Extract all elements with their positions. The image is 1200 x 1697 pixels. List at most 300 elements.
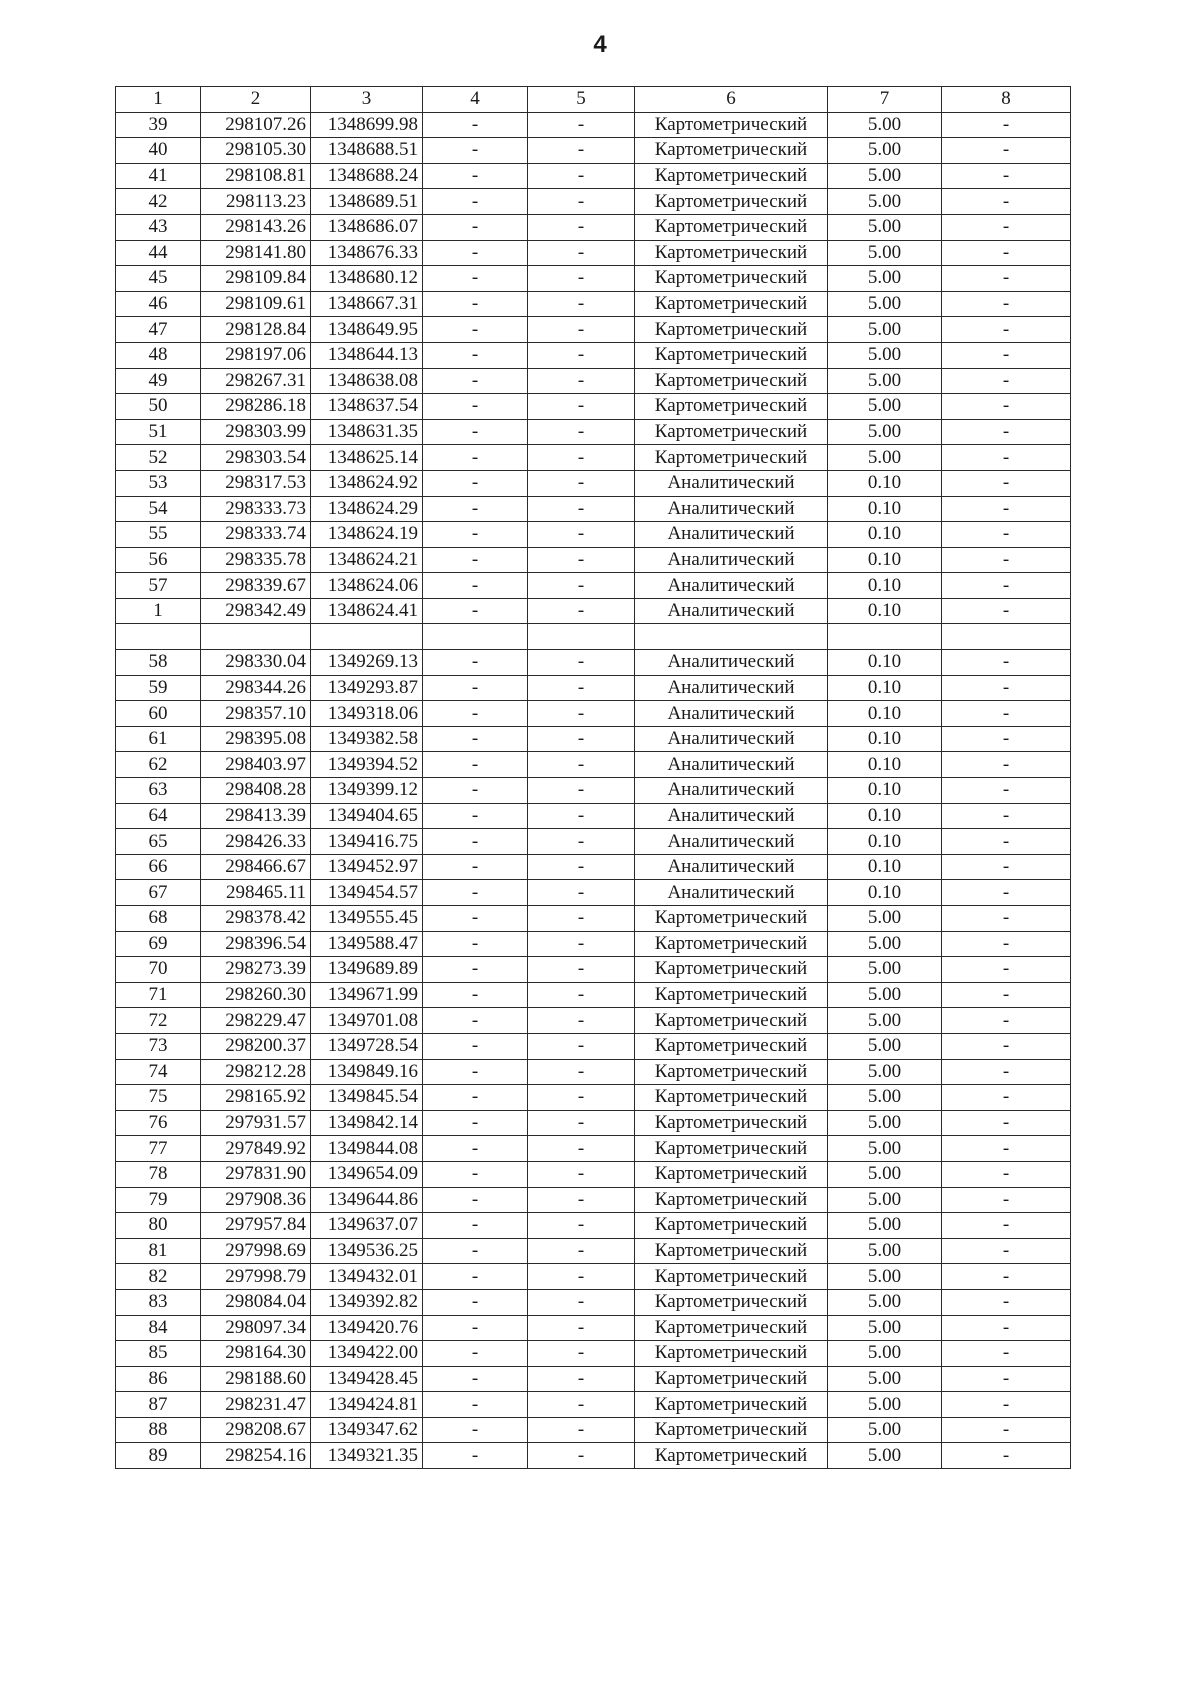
column-8-cell: -: [942, 1238, 1071, 1264]
column-5-cell: -: [528, 240, 635, 266]
accuracy-cell: 5.00: [828, 138, 942, 164]
accuracy-cell: 0.10: [828, 752, 942, 778]
accuracy-cell: 5.00: [828, 342, 942, 368]
table-row: [116, 291, 1071, 317]
accuracy-cell: 5.00: [828, 1085, 942, 1111]
y-coordinate-cell: 1349382.58: [311, 726, 423, 752]
column-4-cell: -: [423, 1417, 528, 1443]
accuracy-cell: 0.10: [828, 522, 942, 548]
y-coordinate-cell: 1349555.45: [311, 906, 423, 932]
method-cell: Картометрический: [635, 266, 828, 292]
column-4-cell: -: [423, 931, 528, 957]
accuracy-cell: 5.00: [828, 394, 942, 420]
x-coordinate-cell: 298286.18: [201, 394, 311, 420]
column-5-cell: -: [528, 701, 635, 727]
method-cell: Аналитический: [635, 547, 828, 573]
column-4-cell: -: [423, 368, 528, 394]
method-cell: Аналитический: [635, 803, 828, 829]
column-header: 4: [423, 87, 528, 113]
point-number-cell: 64: [116, 803, 201, 829]
point-number-cell: 83: [116, 1289, 201, 1315]
method-cell: Картометрический: [635, 112, 828, 138]
column-5-cell: -: [528, 419, 635, 445]
column-8-cell: -: [942, 1161, 1071, 1187]
method-cell: Картометрический: [635, 1213, 828, 1239]
accuracy-cell: 0.10: [828, 573, 942, 599]
column-4-cell: -: [423, 778, 528, 804]
column-header: 8: [942, 87, 1071, 113]
y-coordinate-cell: 1348624.21: [311, 547, 423, 573]
y-coordinate-cell: 1348689.51: [311, 189, 423, 215]
x-coordinate-cell: 298396.54: [201, 931, 311, 957]
column-header: 6: [635, 87, 828, 113]
method-cell: Картометрический: [635, 1238, 828, 1264]
table-row: [116, 394, 1071, 420]
column-8-cell: -: [942, 650, 1071, 676]
method-cell: Картометрический: [635, 1085, 828, 1111]
column-5-cell: -: [528, 496, 635, 522]
column-4-cell: -: [423, 419, 528, 445]
table-row: [116, 1238, 1071, 1264]
x-coordinate-cell: 298333.73: [201, 496, 311, 522]
y-coordinate-cell: 1349845.54: [311, 1085, 423, 1111]
column-4-cell: -: [423, 522, 528, 548]
table-row: [116, 522, 1071, 548]
point-number-cell: 54: [116, 496, 201, 522]
column-8-cell: -: [942, 675, 1071, 701]
table-row: [116, 931, 1071, 957]
x-coordinate-cell: 297831.90: [201, 1161, 311, 1187]
column-8-cell: -: [942, 573, 1071, 599]
method-cell: Картометрический: [635, 214, 828, 240]
point-number-cell: 57: [116, 573, 201, 599]
point-number-cell: 56: [116, 547, 201, 573]
method-cell: Картометрический: [635, 342, 828, 368]
table-row: [116, 112, 1071, 138]
method-cell: Картометрический: [635, 1417, 828, 1443]
column-8-cell: -: [942, 266, 1071, 292]
column-8-cell: -: [942, 1085, 1071, 1111]
column-5-cell: -: [528, 1417, 635, 1443]
point-number-cell: 73: [116, 1033, 201, 1059]
table-row: [116, 1366, 1071, 1392]
accuracy-cell: 5.00: [828, 214, 942, 240]
column-8-cell: -: [942, 1213, 1071, 1239]
column-8-cell: -: [942, 1264, 1071, 1290]
y-coordinate-cell: 1349454.57: [311, 880, 423, 906]
column-4-cell: -: [423, 854, 528, 880]
column-8-cell: -: [942, 163, 1071, 189]
y-coordinate-cell: 1348667.31: [311, 291, 423, 317]
accuracy-cell: 5.00: [828, 1289, 942, 1315]
x-coordinate-cell: 298466.67: [201, 854, 311, 880]
table-row: [116, 752, 1071, 778]
table-row: [116, 1033, 1071, 1059]
point-number-cell: 85: [116, 1341, 201, 1367]
accuracy-cell: 5.00: [828, 957, 942, 983]
column-5-cell: -: [528, 1008, 635, 1034]
column-4-cell: -: [423, 1033, 528, 1059]
x-coordinate-cell: 298197.06: [201, 342, 311, 368]
x-coordinate-cell: 298165.92: [201, 1085, 311, 1111]
column-8-cell: -: [942, 1289, 1071, 1315]
table-body: [116, 112, 1071, 1468]
accuracy-cell: 0.10: [828, 854, 942, 880]
y-coordinate-cell: 1348644.13: [311, 342, 423, 368]
column-4-cell: -: [423, 240, 528, 266]
point-number-cell: 82: [116, 1264, 201, 1290]
accuracy-cell: 0.10: [828, 650, 942, 676]
point-number-cell: 41: [116, 163, 201, 189]
x-coordinate-cell: 298339.67: [201, 573, 311, 599]
column-4-cell: -: [423, 214, 528, 240]
method-cell: Аналитический: [635, 598, 828, 624]
accuracy-cell: 5.00: [828, 1417, 942, 1443]
x-coordinate-cell: 297849.92: [201, 1136, 311, 1162]
table-row: [116, 1059, 1071, 1085]
point-number-cell: 59: [116, 675, 201, 701]
method-cell: Картометрический: [635, 394, 828, 420]
column-4-cell: -: [423, 1238, 528, 1264]
column-8-cell: -: [942, 112, 1071, 138]
column-4-cell: -: [423, 317, 528, 343]
y-coordinate-cell: 1349318.06: [311, 701, 423, 727]
column-4-cell: -: [423, 982, 528, 1008]
column-8-cell: -: [942, 957, 1071, 983]
column-4-cell: -: [423, 1341, 528, 1367]
method-cell: Картометрический: [635, 291, 828, 317]
method-cell: Картометрический: [635, 317, 828, 343]
method-cell: Картометрический: [635, 138, 828, 164]
x-coordinate-cell: 298333.74: [201, 522, 311, 548]
y-coordinate-cell: 1348637.54: [311, 394, 423, 420]
column-5-cell: -: [528, 1238, 635, 1264]
table-row: [116, 163, 1071, 189]
column-5-cell: -: [528, 214, 635, 240]
y-coordinate-cell: 1348649.95: [311, 317, 423, 343]
column-5-cell: -: [528, 1443, 635, 1469]
column-4-cell: -: [423, 1289, 528, 1315]
point-number-cell: 52: [116, 445, 201, 471]
point-number-cell: 89: [116, 1443, 201, 1469]
column-8-cell: -: [942, 1443, 1071, 1469]
column-5-cell: -: [528, 163, 635, 189]
x-coordinate-cell: 297998.79: [201, 1264, 311, 1290]
column-4-cell: -: [423, 394, 528, 420]
column-8-cell: -: [942, 1110, 1071, 1136]
x-coordinate-cell: 298229.47: [201, 1008, 311, 1034]
y-coordinate-cell: 1349728.54: [311, 1033, 423, 1059]
column-8-cell: -: [942, 1059, 1071, 1085]
accuracy-cell: 5.00: [828, 291, 942, 317]
column-4-cell: -: [423, 650, 528, 676]
column-5-cell: [528, 624, 635, 650]
column-header: 5: [528, 87, 635, 113]
point-number-cell: [116, 624, 201, 650]
point-number-cell: 47: [116, 317, 201, 343]
accuracy-cell: 5.00: [828, 445, 942, 471]
x-coordinate-cell: 298330.04: [201, 650, 311, 676]
point-number-cell: 71: [116, 982, 201, 1008]
x-coordinate-cell: 298097.34: [201, 1315, 311, 1341]
column-5-cell: -: [528, 1264, 635, 1290]
column-5-cell: -: [528, 368, 635, 394]
accuracy-cell: 0.10: [828, 547, 942, 573]
accuracy-cell: 0.10: [828, 880, 942, 906]
point-number-cell: 61: [116, 726, 201, 752]
column-5-cell: -: [528, 291, 635, 317]
table-row: [116, 1110, 1071, 1136]
table-row: [116, 1417, 1071, 1443]
column-4-cell: -: [423, 138, 528, 164]
column-5-cell: -: [528, 1059, 635, 1085]
method-cell: Аналитический: [635, 752, 828, 778]
method-cell: Картометрический: [635, 982, 828, 1008]
accuracy-cell: 0.10: [828, 598, 942, 624]
coordinates-table: [115, 86, 1071, 1469]
point-number-cell: 62: [116, 752, 201, 778]
y-coordinate-cell: 1349654.09: [311, 1161, 423, 1187]
column-8-cell: -: [942, 547, 1071, 573]
point-number-cell: 79: [116, 1187, 201, 1213]
column-5-cell: -: [528, 726, 635, 752]
table-row: [116, 906, 1071, 932]
point-number-cell: 39: [116, 112, 201, 138]
accuracy-cell: 5.00: [828, 1161, 942, 1187]
column-5-cell: -: [528, 598, 635, 624]
method-cell: Картометрический: [635, 1289, 828, 1315]
accuracy-cell: 5.00: [828, 1366, 942, 1392]
column-4-cell: -: [423, 829, 528, 855]
y-coordinate-cell: 1349689.89: [311, 957, 423, 983]
accuracy-cell: 5.00: [828, 1008, 942, 1034]
accuracy-cell: 5.00: [828, 1187, 942, 1213]
column-5-cell: -: [528, 1213, 635, 1239]
accuracy-cell: 5.00: [828, 1443, 942, 1469]
accuracy-cell: 5.00: [828, 1341, 942, 1367]
method-cell: Аналитический: [635, 573, 828, 599]
column-5-cell: -: [528, 112, 635, 138]
table-row: [116, 470, 1071, 496]
point-number-cell: 58: [116, 650, 201, 676]
x-coordinate-cell: 298188.60: [201, 1366, 311, 1392]
table-row: [116, 547, 1071, 573]
table-row: [116, 982, 1071, 1008]
point-number-cell: 42: [116, 189, 201, 215]
table-row: [116, 266, 1071, 292]
column-8-cell: -: [942, 291, 1071, 317]
x-coordinate-cell: 297931.57: [201, 1110, 311, 1136]
column-5-cell: -: [528, 1161, 635, 1187]
column-8-cell: -: [942, 726, 1071, 752]
y-coordinate-cell: 1349399.12: [311, 778, 423, 804]
point-number-cell: 40: [116, 138, 201, 164]
method-cell: Аналитический: [635, 829, 828, 855]
accuracy-cell: 5.00: [828, 419, 942, 445]
table-row: [116, 419, 1071, 445]
column-4-cell: -: [423, 1366, 528, 1392]
accuracy-cell: 0.10: [828, 803, 942, 829]
accuracy-cell: 0.10: [828, 726, 942, 752]
point-number-cell: 43: [116, 214, 201, 240]
x-coordinate-cell: 297957.84: [201, 1213, 311, 1239]
y-coordinate-cell: 1348638.08: [311, 368, 423, 394]
table-row: [116, 1187, 1071, 1213]
column-8-cell: -: [942, 138, 1071, 164]
column-5-cell: -: [528, 752, 635, 778]
column-8-cell: -: [942, 1341, 1071, 1367]
method-cell: [635, 624, 828, 650]
column-5-cell: -: [528, 1392, 635, 1418]
x-coordinate-cell: 298141.80: [201, 240, 311, 266]
x-coordinate-cell: 298357.10: [201, 701, 311, 727]
column-8-cell: -: [942, 1008, 1071, 1034]
table-row: [116, 829, 1071, 855]
y-coordinate-cell: 1349428.45: [311, 1366, 423, 1392]
method-cell: Картометрический: [635, 931, 828, 957]
point-number-cell: 48: [116, 342, 201, 368]
column-4-cell: -: [423, 1264, 528, 1290]
column-5-cell: -: [528, 1033, 635, 1059]
column-5-cell: -: [528, 982, 635, 1008]
column-8-cell: -: [942, 1366, 1071, 1392]
accuracy-cell: 5.00: [828, 189, 942, 215]
method-cell: Аналитический: [635, 778, 828, 804]
method-cell: Аналитический: [635, 675, 828, 701]
point-number-cell: 76: [116, 1110, 201, 1136]
column-5-cell: -: [528, 675, 635, 701]
point-number-cell: 51: [116, 419, 201, 445]
column-5-cell: -: [528, 470, 635, 496]
y-coordinate-cell: 1348624.29: [311, 496, 423, 522]
x-coordinate-cell: 298254.16: [201, 1443, 311, 1469]
method-cell: Картометрический: [635, 1059, 828, 1085]
x-coordinate-cell: 298108.81: [201, 163, 311, 189]
column-8-cell: -: [942, 598, 1071, 624]
table-row: [116, 138, 1071, 164]
column-4-cell: -: [423, 470, 528, 496]
x-coordinate-cell: 297998.69: [201, 1238, 311, 1264]
point-number-cell: 77: [116, 1136, 201, 1162]
accuracy-cell: 5.00: [828, 266, 942, 292]
column-8-cell: -: [942, 317, 1071, 343]
accuracy-cell: 0.10: [828, 675, 942, 701]
x-coordinate-cell: 298403.97: [201, 752, 311, 778]
x-coordinate-cell: 298342.49: [201, 598, 311, 624]
column-4-cell: -: [423, 906, 528, 932]
column-4-cell: -: [423, 445, 528, 471]
column-4-cell: -: [423, 496, 528, 522]
accuracy-cell: 0.10: [828, 496, 942, 522]
column-4-cell: -: [423, 189, 528, 215]
x-coordinate-cell: 298267.31: [201, 368, 311, 394]
point-number-cell: 86: [116, 1366, 201, 1392]
table-row: [116, 880, 1071, 906]
x-coordinate-cell: 298231.47: [201, 1392, 311, 1418]
column-4-cell: -: [423, 675, 528, 701]
column-5-cell: -: [528, 854, 635, 880]
y-coordinate-cell: 1348676.33: [311, 240, 423, 266]
column-5-cell: -: [528, 1366, 635, 1392]
method-cell: Аналитический: [635, 701, 828, 727]
table-row: [116, 240, 1071, 266]
y-coordinate-cell: 1348624.41: [311, 598, 423, 624]
y-coordinate-cell: 1349420.76: [311, 1315, 423, 1341]
table-header-row: [116, 87, 1071, 113]
y-coordinate-cell: 1349452.97: [311, 854, 423, 880]
y-coordinate-cell: 1349644.86: [311, 1187, 423, 1213]
point-number-cell: 46: [116, 291, 201, 317]
y-coordinate-cell: 1349404.65: [311, 803, 423, 829]
table-row: [116, 1008, 1071, 1034]
column-8-cell: -: [942, 931, 1071, 957]
accuracy-cell: 5.00: [828, 1315, 942, 1341]
column-4-cell: -: [423, 880, 528, 906]
table-row: [116, 342, 1071, 368]
y-coordinate-cell: 1349842.14: [311, 1110, 423, 1136]
point-number-cell: 50: [116, 394, 201, 420]
column-5-cell: -: [528, 138, 635, 164]
column-5-cell: -: [528, 266, 635, 292]
column-4-cell: -: [423, 1315, 528, 1341]
column-5-cell: -: [528, 880, 635, 906]
y-coordinate-cell: 1348624.19: [311, 522, 423, 548]
table-row: [116, 675, 1071, 701]
column-4-cell: -: [423, 803, 528, 829]
table-row: [116, 368, 1071, 394]
column-8-cell: -: [942, 1187, 1071, 1213]
x-coordinate-cell: 298303.54: [201, 445, 311, 471]
point-number-cell: 81: [116, 1238, 201, 1264]
point-number-cell: 78: [116, 1161, 201, 1187]
x-coordinate-cell: 298109.61: [201, 291, 311, 317]
method-cell: Картометрический: [635, 240, 828, 266]
column-5-cell: -: [528, 1315, 635, 1341]
point-number-cell: 88: [116, 1417, 201, 1443]
x-coordinate-cell: 298212.28: [201, 1059, 311, 1085]
column-header: 7: [828, 87, 942, 113]
x-coordinate-cell: 298260.30: [201, 982, 311, 1008]
column-8-cell: -: [942, 829, 1071, 855]
table-row: [116, 1392, 1071, 1418]
page-number: 4: [593, 31, 607, 58]
x-coordinate-cell: 298303.99: [201, 419, 311, 445]
column-5-cell: -: [528, 189, 635, 215]
method-cell: Картометрический: [635, 1110, 828, 1136]
column-4-cell: -: [423, 1161, 528, 1187]
x-coordinate-cell: 298105.30: [201, 138, 311, 164]
accuracy-cell: 5.00: [828, 1136, 942, 1162]
accuracy-cell: 5.00: [828, 368, 942, 394]
point-number-cell: 60: [116, 701, 201, 727]
y-coordinate-cell: 1348631.35: [311, 419, 423, 445]
method-cell: Аналитический: [635, 854, 828, 880]
point-number-cell: 49: [116, 368, 201, 394]
x-coordinate-cell: 298335.78: [201, 547, 311, 573]
point-number-cell: 65: [116, 829, 201, 855]
column-4-cell: -: [423, 112, 528, 138]
method-cell: Аналитический: [635, 880, 828, 906]
table-row: [116, 214, 1071, 240]
point-number-cell: 87: [116, 1392, 201, 1418]
point-number-cell: 55: [116, 522, 201, 548]
column-5-cell: -: [528, 522, 635, 548]
column-8-cell: -: [942, 854, 1071, 880]
x-coordinate-cell: 298413.39: [201, 803, 311, 829]
y-coordinate-cell: 1349293.87: [311, 675, 423, 701]
point-number-cell: 70: [116, 957, 201, 983]
column-4-cell: -: [423, 752, 528, 778]
